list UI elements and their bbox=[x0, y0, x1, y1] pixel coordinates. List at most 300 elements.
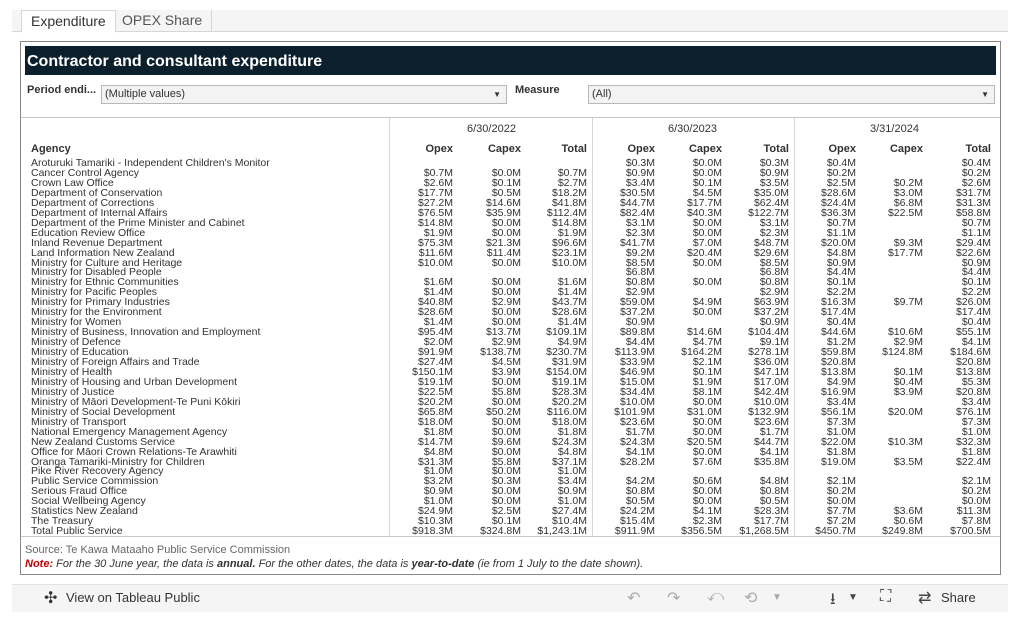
value-cell: $1.9M bbox=[557, 226, 587, 239]
value-cell: $0.2M bbox=[961, 166, 991, 179]
value-cell: $278.1M bbox=[748, 346, 789, 359]
dashboard-title: Contractor and consultant expenditure bbox=[27, 53, 323, 70]
value-cell: $59.8M bbox=[820, 346, 856, 359]
agency-name: Ministry for Culture and Heritage bbox=[31, 256, 183, 269]
value-cell: $2.2M bbox=[826, 286, 856, 299]
value-cell: $122.7M bbox=[748, 206, 789, 219]
agency-name: Education Review Office bbox=[31, 226, 146, 239]
agency-name: Land Information New Zealand bbox=[31, 246, 175, 259]
value-cell: $1.4M bbox=[557, 286, 587, 299]
value-cell: $30.5M bbox=[619, 186, 655, 199]
value-cell: $3.4M bbox=[961, 395, 991, 408]
value-cell: $3.6M bbox=[893, 505, 923, 518]
value-cell: $35.8M bbox=[753, 455, 789, 468]
value-cell: $0.1M bbox=[826, 276, 856, 289]
value-cell: $150.1M bbox=[412, 365, 453, 378]
chevron-down-icon[interactable]: ▼ bbox=[772, 592, 782, 603]
agency-name: Ministry of Transport bbox=[31, 415, 127, 428]
value-cell: $2.5M bbox=[826, 176, 856, 189]
value-cell: $2.2M bbox=[961, 286, 991, 299]
value-cell: $116.0M bbox=[546, 405, 587, 418]
value-cell: $24.4M bbox=[820, 196, 856, 209]
value-cell: $3.1M bbox=[759, 216, 789, 229]
share-button[interactable]: Share bbox=[941, 590, 976, 605]
agency-name: Statistics New Zealand bbox=[31, 505, 138, 518]
value-cell: $16.9M bbox=[820, 385, 856, 398]
chevron-down-icon: ▼ bbox=[981, 90, 989, 99]
value-cell: $27.4M bbox=[417, 356, 453, 368]
value-cell: $0.0M bbox=[692, 395, 722, 408]
value-cell: $20.2M bbox=[551, 395, 587, 408]
agency-name: Oranga Tamariki-Ministry for Children bbox=[31, 455, 205, 468]
note-emphasis: year-to-date bbox=[411, 558, 475, 570]
value-cell: $0.9M bbox=[625, 316, 655, 329]
agency-name: Ministry of Housing and Urban Development bbox=[31, 375, 238, 388]
value-cell: $91.9M bbox=[417, 346, 453, 359]
value-cell: $15.4M bbox=[619, 515, 655, 528]
value-cell: $47.1M bbox=[753, 365, 789, 378]
value-cell: $0.0M bbox=[826, 495, 856, 508]
value-cell: $28.6M bbox=[417, 306, 453, 319]
redo-icon[interactable]: ↷ bbox=[667, 590, 681, 607]
value-cell: $0.0M bbox=[692, 166, 722, 179]
value-cell: $7.0M bbox=[692, 236, 722, 249]
value-cell: $75.3M bbox=[417, 236, 453, 249]
value-cell: $31.9M bbox=[551, 356, 587, 368]
value-cell: $0.5M bbox=[759, 495, 789, 508]
value-cell: $132.9M bbox=[748, 405, 789, 418]
value-cell: $24.3M bbox=[619, 435, 655, 448]
value-cell: $700.5M bbox=[950, 525, 991, 538]
value-cell: $7.6M bbox=[692, 455, 722, 468]
value-cell: $10.6M bbox=[887, 326, 923, 339]
value-cell: $324.8M bbox=[480, 525, 521, 538]
value-cell: $0.0M bbox=[692, 226, 722, 239]
value-cell: $27.4M bbox=[551, 505, 587, 518]
value-cell: $1.4M bbox=[423, 286, 453, 299]
agency-name: National Emergency Management Agency bbox=[31, 425, 228, 438]
value-cell: $2.5M bbox=[491, 505, 521, 518]
value-cell: $1.0M bbox=[961, 425, 991, 438]
value-cell: $0.5M bbox=[491, 186, 521, 199]
value-cell: $0.1M bbox=[491, 515, 521, 528]
title-bar bbox=[25, 46, 996, 75]
agency-name: Ministry of Social Development bbox=[31, 405, 176, 418]
value-cell: $4.8M bbox=[423, 445, 453, 458]
value-cell: $1.1M bbox=[961, 226, 991, 239]
value-cell: $6.8M bbox=[759, 266, 789, 279]
value-cell: $14.8M bbox=[551, 216, 587, 229]
value-cell: $1.0M bbox=[423, 495, 453, 508]
value-cell: $0.0M bbox=[491, 256, 521, 269]
value-cell: $14.8M bbox=[417, 216, 453, 229]
value-cell: $82.4M bbox=[619, 206, 655, 219]
value-cell: $44.7M bbox=[753, 435, 789, 448]
value-cell: $63.9M bbox=[753, 296, 789, 309]
measure-header: Total bbox=[763, 143, 789, 155]
value-cell: $27.2M bbox=[417, 196, 453, 209]
value-cell: $35.9M bbox=[485, 206, 521, 219]
value-cell: $50.2M bbox=[485, 405, 521, 418]
agency-name: Public Service Commission bbox=[31, 475, 159, 488]
value-cell: $1.8M bbox=[423, 425, 453, 438]
value-cell: $40.8M bbox=[417, 296, 453, 309]
value-cell: $3.9M bbox=[893, 385, 923, 398]
value-cell: $44.7M bbox=[619, 196, 655, 209]
value-cell: $1.4M bbox=[557, 316, 587, 329]
value-cell: $22.5M bbox=[417, 385, 453, 398]
value-cell: $911.9M bbox=[614, 525, 655, 538]
value-cell: $124.8M bbox=[882, 346, 923, 359]
value-cell: $3.5M bbox=[893, 455, 923, 468]
value-cell: $0.0M bbox=[491, 216, 521, 229]
value-cell: $0.1M bbox=[893, 365, 923, 378]
value-cell: $0.9M bbox=[759, 166, 789, 179]
value-cell: $95.4M bbox=[417, 326, 453, 339]
fullscreen-icon[interactable]: ⛶ bbox=[880, 588, 892, 605]
value-cell: $1.9M bbox=[423, 226, 453, 239]
agency-name: Social Wellbeing Agency bbox=[31, 495, 146, 508]
value-cell: $2.9M bbox=[491, 336, 521, 349]
value-cell: $1.9M bbox=[692, 375, 722, 388]
value-cell: $43.7M bbox=[551, 296, 587, 309]
value-cell: $48.7M bbox=[753, 236, 789, 249]
value-cell: $0.1M bbox=[692, 176, 722, 189]
note-label: Note: bbox=[25, 558, 54, 570]
value-cell: $0.4M bbox=[826, 316, 856, 329]
value-cell: $29.4M bbox=[955, 236, 991, 249]
measure-header: Opex bbox=[627, 143, 655, 155]
value-cell: $4.8M bbox=[557, 445, 587, 458]
dashboard-frame bbox=[20, 41, 1001, 575]
value-cell: $1.0M bbox=[557, 465, 587, 478]
value-cell: $4.4M bbox=[625, 336, 655, 349]
value-cell: $0.9M bbox=[961, 256, 991, 269]
tab-expenditure[interactable]: Expenditure bbox=[21, 10, 116, 33]
value-cell: $33.9M bbox=[619, 356, 655, 368]
value-cell: $0.8M bbox=[759, 276, 789, 289]
note-part: For the 30 June year, the data is bbox=[53, 558, 217, 570]
value-cell: $184.6M bbox=[950, 346, 991, 359]
value-cell: $0.9M bbox=[759, 316, 789, 329]
agency-name: Cancer Control Agency bbox=[31, 166, 139, 179]
value-cell: $13.7M bbox=[485, 326, 521, 339]
agency-name: Office for Māori Crown Relations-Te Arawhiti bbox=[31, 445, 237, 458]
share-icon[interactable]: ⇄ bbox=[918, 590, 932, 607]
value-cell: $11.6M bbox=[418, 246, 453, 259]
value-cell: $0.0M bbox=[692, 276, 722, 289]
value-cell: $17.7M bbox=[887, 246, 923, 259]
value-cell: $6.8M bbox=[625, 266, 655, 279]
value-cell: $112.4M bbox=[546, 206, 587, 219]
value-cell: $4.1M bbox=[692, 505, 722, 518]
value-cell: $59.0M bbox=[619, 296, 655, 309]
value-cell: $10.3M bbox=[887, 435, 923, 448]
value-cell: $113.9M bbox=[614, 346, 655, 359]
value-cell: $19.1M bbox=[417, 375, 453, 388]
value-cell: $17.7M bbox=[417, 186, 453, 199]
value-cell: $13.8M bbox=[955, 365, 991, 378]
value-cell: $154.0M bbox=[546, 365, 587, 378]
value-cell: $1,243.1M bbox=[537, 525, 587, 538]
value-cell: $14.6M bbox=[686, 326, 722, 339]
value-cell: $28.3M bbox=[551, 385, 587, 398]
value-cell: $23.6M bbox=[619, 415, 655, 428]
value-cell: $31.3M bbox=[417, 455, 453, 468]
value-cell: $28.2M bbox=[619, 455, 655, 468]
value-cell: $9.2M bbox=[625, 246, 655, 259]
view-on-tableau-link[interactable]: View on Tableau Public bbox=[66, 590, 200, 605]
tableau-toolbar bbox=[12, 584, 1008, 612]
agency-name: Ministry for Primary Industries bbox=[31, 296, 170, 309]
value-cell: $17.7M bbox=[753, 515, 789, 528]
note-part: For the other dates, the data is bbox=[255, 558, 412, 570]
tab-opex-share[interactable]: OPEX Share bbox=[113, 10, 212, 32]
note-part: (ie from 1 July to the date shown). bbox=[474, 558, 644, 570]
value-cell: $17.4M bbox=[955, 306, 991, 319]
value-cell: $0.8M bbox=[625, 485, 655, 498]
value-cell: $4.8M bbox=[759, 475, 789, 488]
value-cell: $37.2M bbox=[619, 306, 655, 319]
value-cell: $20.0M bbox=[820, 236, 856, 249]
revert-icon[interactable]: ⤺ bbox=[707, 588, 725, 605]
agency-name: Inland Revenue Department bbox=[31, 236, 163, 249]
measure-header: Opex bbox=[425, 143, 453, 155]
value-cell: $11.4M bbox=[486, 246, 521, 259]
value-cell: $35.0M bbox=[753, 186, 789, 199]
value-cell: $0.0M bbox=[692, 485, 722, 498]
value-cell: $34.4M bbox=[619, 385, 655, 398]
value-cell: $0.0M bbox=[491, 276, 521, 289]
measure-header: Total bbox=[965, 143, 991, 155]
value-cell: $164.2M bbox=[681, 346, 722, 359]
value-cell: $0.0M bbox=[692, 425, 722, 438]
value-cell: $65.8M bbox=[417, 405, 453, 418]
value-cell: $3.4M bbox=[826, 395, 856, 408]
value-cell: $0.9M bbox=[557, 485, 587, 498]
value-cell: $0.2M bbox=[826, 485, 856, 498]
measure-header: Opex bbox=[828, 143, 856, 155]
value-cell: $4.9M bbox=[557, 336, 587, 349]
crosstab-table bbox=[21, 117, 1000, 537]
value-cell: $19.0M bbox=[820, 455, 856, 468]
value-cell: $2.7M bbox=[557, 176, 587, 189]
value-cell: $0.4M bbox=[961, 316, 991, 329]
value-cell: $24.2M bbox=[619, 505, 655, 518]
value-cell: $0.0M bbox=[961, 495, 991, 508]
value-cell: $0.9M bbox=[423, 485, 453, 498]
value-cell: $7.3M bbox=[961, 415, 991, 428]
period-filter-select[interactable] bbox=[101, 85, 507, 104]
value-cell: $0.3M bbox=[625, 157, 655, 169]
value-cell: $22.0M bbox=[820, 435, 856, 448]
value-cell: $0.0M bbox=[692, 256, 722, 269]
value-cell: $101.9M bbox=[614, 405, 655, 418]
value-cell: $5.3M bbox=[961, 375, 991, 388]
value-cell: $1.8M bbox=[826, 445, 856, 458]
value-cell: $28.6M bbox=[820, 186, 856, 199]
value-cell: $55.1M bbox=[955, 326, 991, 339]
value-cell: $7.2M bbox=[826, 515, 856, 528]
value-cell: $0.2M bbox=[961, 485, 991, 498]
value-cell: $22.4M bbox=[955, 455, 991, 468]
value-cell: $104.4M bbox=[748, 326, 789, 339]
value-cell: $36.0M bbox=[753, 356, 789, 368]
value-cell: $19.1M bbox=[551, 375, 587, 388]
value-cell: $0.0M bbox=[692, 306, 722, 319]
value-cell: $2.3M bbox=[692, 515, 722, 528]
value-cell: $0.0M bbox=[692, 445, 722, 458]
agency-name: Department of Corrections bbox=[31, 196, 155, 209]
agency-name: Ministry for Ethnic Communities bbox=[31, 276, 179, 289]
chevron-down-icon[interactable]: ▼ bbox=[848, 592, 858, 603]
value-cell: $4.5M bbox=[491, 356, 521, 368]
value-cell: $5.8M bbox=[491, 455, 521, 468]
value-cell: $0.6M bbox=[692, 475, 722, 488]
value-cell: $1.8M bbox=[557, 425, 587, 438]
value-cell: $1.7M bbox=[759, 425, 789, 438]
value-cell: $10.3M bbox=[417, 515, 453, 528]
note-text bbox=[25, 558, 643, 570]
value-cell: $4.1M bbox=[961, 336, 991, 349]
value-cell: $0.0M bbox=[692, 157, 722, 169]
value-cell: $6.8M bbox=[893, 196, 923, 209]
value-cell: $0.0M bbox=[491, 286, 521, 299]
value-cell: $56.1M bbox=[820, 405, 856, 418]
measure-filter-select[interactable] bbox=[588, 85, 995, 104]
value-cell: $1.7M bbox=[625, 425, 655, 438]
value-cell: $0.7M bbox=[423, 166, 453, 179]
value-cell: $10.0M bbox=[753, 395, 789, 408]
period-header: 6/30/2023 bbox=[668, 123, 717, 135]
value-cell: $1.0M bbox=[557, 495, 587, 508]
value-cell: $89.8M bbox=[619, 326, 655, 339]
value-cell: $1.6M bbox=[557, 276, 587, 289]
value-cell: $0.0M bbox=[491, 465, 521, 478]
note-emphasis: annual. bbox=[217, 558, 256, 570]
value-cell: $1.6M bbox=[423, 276, 453, 289]
value-cell: $3.0M bbox=[893, 186, 923, 199]
value-cell: $0.3M bbox=[759, 157, 789, 169]
value-cell: $1,268.5M bbox=[739, 525, 789, 538]
value-cell: $0.8M bbox=[625, 276, 655, 289]
value-cell: $46.9M bbox=[619, 365, 655, 378]
value-cell: $0.0M bbox=[491, 415, 521, 428]
period-header: 6/30/2022 bbox=[467, 123, 516, 135]
value-cell: $2.9M bbox=[893, 336, 923, 349]
value-cell: $42.4M bbox=[753, 385, 789, 398]
value-cell: $0.0M bbox=[491, 226, 521, 239]
value-cell: $14.6M bbox=[485, 196, 521, 209]
value-cell: $32.3M bbox=[955, 435, 991, 448]
source-text: Source: Te Kawa Mataaho Public Service Commission bbox=[25, 544, 291, 556]
value-cell: $18.0M bbox=[551, 415, 587, 428]
value-cell: $0.4M bbox=[826, 157, 856, 169]
value-cell: $8.5M bbox=[625, 256, 655, 269]
value-cell: $0.0M bbox=[692, 415, 722, 428]
value-cell: $21.3M bbox=[485, 236, 521, 249]
value-cell: $36.3M bbox=[820, 206, 856, 219]
value-cell: $2.6M bbox=[961, 176, 991, 189]
value-cell: $4.1M bbox=[759, 445, 789, 458]
measure-filter-value: (All) bbox=[592, 88, 612, 100]
value-cell: $14.7M bbox=[417, 435, 453, 448]
value-cell: $4.7M bbox=[692, 336, 722, 349]
value-cell: $41.8M bbox=[551, 196, 587, 209]
agency-name: Aroturuki Tamariki - Independent Children's Monitor bbox=[31, 157, 270, 169]
value-cell: $0.2M bbox=[893, 176, 923, 189]
value-cell: $1.0M bbox=[826, 425, 856, 438]
value-cell: $3.9M bbox=[491, 365, 521, 378]
value-cell: $1.2M bbox=[826, 336, 856, 349]
value-cell: $0.5M bbox=[625, 495, 655, 508]
value-cell: $4.2M bbox=[625, 475, 655, 488]
value-cell: $0.2M bbox=[826, 166, 856, 179]
value-cell: $13.8M bbox=[820, 365, 856, 378]
download-icon[interactable]: ⭳ bbox=[830, 591, 836, 608]
agency-name: Ministry of Business, Innovation and Employment bbox=[31, 326, 261, 339]
agency-name: Ministry of Justice bbox=[31, 385, 115, 398]
value-cell: $0.0M bbox=[491, 495, 521, 508]
value-cell: $9.6M bbox=[491, 435, 521, 448]
value-cell: $41.7M bbox=[619, 236, 655, 249]
period-header: 3/31/2024 bbox=[870, 123, 919, 135]
value-cell: $1.4M bbox=[423, 316, 453, 329]
value-cell: $3.2M bbox=[423, 475, 453, 488]
measure-header: Capex bbox=[889, 143, 923, 155]
agency-name: Ministry for Pacific Peoples bbox=[31, 286, 158, 299]
value-cell: $4.8M bbox=[826, 246, 856, 259]
value-cell: $3.1M bbox=[625, 216, 655, 229]
value-cell: $16.3M bbox=[820, 296, 856, 309]
value-cell: $2.9M bbox=[491, 296, 521, 309]
value-cell: $9.3M bbox=[893, 236, 923, 249]
value-cell: $22.6M bbox=[955, 246, 991, 259]
value-cell: $2.9M bbox=[759, 286, 789, 299]
value-cell: $26.0M bbox=[955, 296, 991, 309]
value-cell: $10.0M bbox=[619, 395, 655, 408]
value-cell: $40.3M bbox=[686, 206, 722, 219]
value-cell: $2.9M bbox=[625, 286, 655, 299]
value-cell: $4.4M bbox=[826, 266, 856, 279]
value-cell: $2.3M bbox=[625, 226, 655, 239]
value-cell: $96.6M bbox=[551, 236, 587, 249]
value-cell: $0.0M bbox=[491, 375, 521, 388]
value-cell: $23.6M bbox=[753, 415, 789, 428]
agency-name: Ministry of Foreign Affairs and Trade bbox=[31, 356, 200, 368]
measure-header: Total bbox=[561, 143, 587, 155]
value-cell: $4.9M bbox=[826, 375, 856, 388]
value-cell: $15.0M bbox=[619, 375, 655, 388]
value-cell: $31.7M bbox=[955, 186, 991, 199]
agency-name: The Treasury bbox=[31, 515, 93, 528]
agency-name: Total Public Service bbox=[31, 525, 123, 538]
refresh-icon[interactable]: ⟲ bbox=[744, 590, 758, 607]
value-cell: $7.8M bbox=[961, 515, 991, 528]
value-cell: $9.7M bbox=[893, 296, 923, 309]
value-cell: $20.8M bbox=[955, 356, 991, 368]
value-cell: $2.3M bbox=[759, 226, 789, 239]
value-cell: $37.1M bbox=[551, 455, 587, 468]
value-cell: $4.4M bbox=[961, 266, 991, 279]
value-cell: $24.3M bbox=[551, 435, 587, 448]
value-cell: $3.5M bbox=[759, 176, 789, 189]
value-cell: $20.2M bbox=[417, 395, 453, 408]
value-cell: $138.7M bbox=[480, 346, 521, 359]
value-cell: $58.8M bbox=[955, 206, 991, 219]
undo-icon[interactable]: ↶ bbox=[627, 590, 641, 607]
value-cell: $18.0M bbox=[417, 415, 453, 428]
